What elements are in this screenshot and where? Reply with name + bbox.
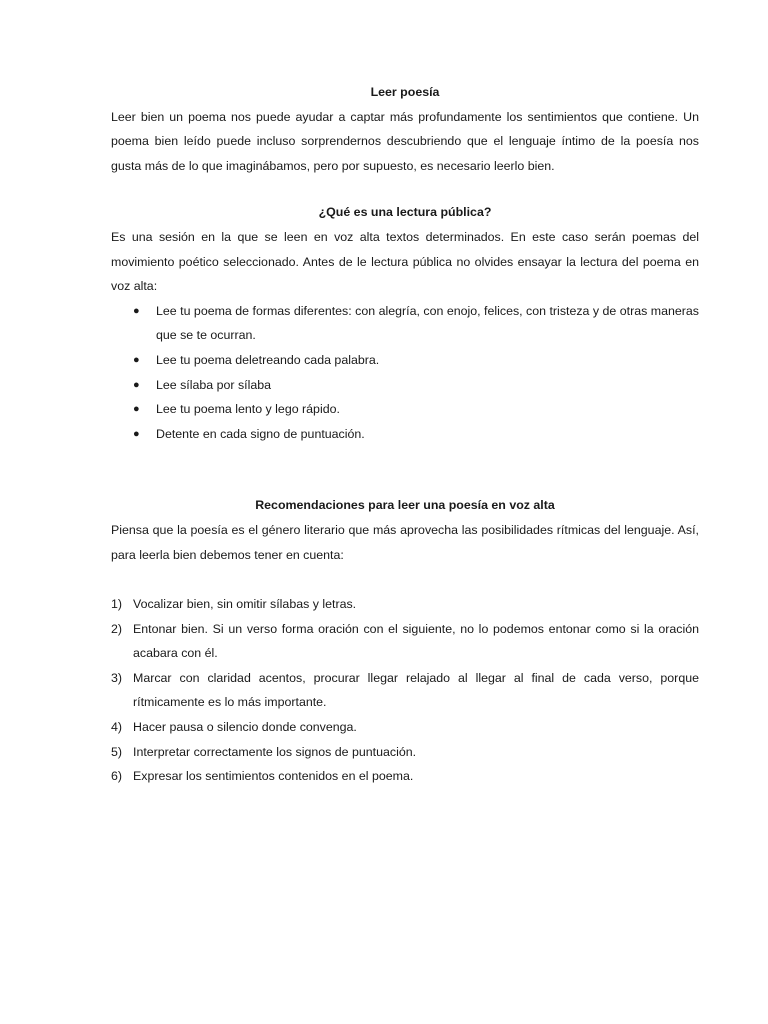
- intro-paragraph: Leer bien un poema nos puede ayudar a captar más profundamente los sentimientos que contiene. Un poema bien leído puede incluso sorprendernos descubriendo que el lenguaje íntimo de la poesía nos gusta más de lo que imaginábamos, pero por supuesto, es necesario leerlo bien.: [111, 109, 699, 173]
- spacer: [111, 446, 699, 493]
- list-item-text: Lee tu poema de formas diferentes: con alegría, con enojo, felices, con tristeza y de otras maneras que se te ocurran.: [156, 303, 699, 343]
- list-item: [111, 617, 699, 666]
- list-item-text: Vocalizar bien, sin omitir sílabas y letras.: [133, 597, 357, 612]
- list-item-number: 6): [111, 769, 123, 784]
- list-item-text: Lee tu poema deletreando cada palabra.: [156, 352, 380, 367]
- spacer: [111, 178, 699, 200]
- list-item-text: Interpretar correctamente los signos de puntuación.: [133, 744, 417, 759]
- bullet-icon: ●: [133, 353, 140, 366]
- list-item-text: Expresar los sentimientos contenidos en el poema.: [133, 769, 414, 784]
- bullet-icon: ●: [133, 304, 140, 317]
- bullet-icon: ●: [133, 378, 140, 391]
- recomendaciones-paragraph: Piensa que la poesía es el género literario que más aprovecha las posibilidades rítmicas del lenguaje. Así, para leerla bien debemos tener en cuenta:: [111, 522, 699, 562]
- list-item: [111, 422, 699, 447]
- section-title-lectura-publica: ¿Qué es una lectura pública?: [318, 205, 492, 220]
- list-item-number: 1): [111, 597, 123, 612]
- list-item: [111, 373, 699, 398]
- list-item: [111, 764, 699, 789]
- list-item-number: 3): [111, 670, 123, 685]
- document-page: [111, 80, 699, 789]
- list-item: [111, 348, 699, 373]
- list-item-text: Marcar con claridad acentos, procurar llegar relajado al llegar al final de cada verso, porque rítmicamente es lo más importante.: [133, 670, 699, 710]
- list-item: [111, 397, 699, 422]
- list-item-text: Lee tu poema lento y lego rápido.: [156, 402, 340, 417]
- list-item: [111, 666, 699, 715]
- list-item-text: Lee sílaba por sílaba: [156, 377, 272, 392]
- practice-bullet-list: [111, 299, 699, 447]
- list-item-text: Hacer pausa o silencio donde convenga.: [133, 720, 357, 735]
- list-item: [111, 592, 699, 617]
- bullet-icon: ●: [133, 427, 140, 440]
- recommendation-numbered-list: [111, 592, 699, 789]
- list-item-text: Entonar bien. Si un verso forma oración con el siguiente, no lo podemos entonar como si la oración acabara con él.: [133, 621, 699, 661]
- section-title-leer-poesia: Leer poesía: [370, 85, 440, 99]
- spacer: [111, 567, 699, 592]
- list-item-number: 5): [111, 744, 123, 759]
- bullet-icon: ●: [133, 403, 140, 416]
- list-item-number: 4): [111, 720, 123, 735]
- list-item-text: Detente en cada signo de puntuación.: [156, 426, 365, 441]
- list-item: [111, 715, 699, 740]
- section-title-recomendaciones: Recomendaciones para leer una poesía en voz alta: [255, 498, 555, 513]
- list-item: [111, 740, 699, 765]
- list-item: [111, 299, 699, 348]
- lectura-publica-paragraph: Es una sesión en la que se leen en voz alta textos determinados. En este caso serán poemas del movimiento poético seleccionado. Antes de le lectura pública no olvides ensayar la lectura del poema en voz alta:: [111, 229, 699, 294]
- list-item-number: 2): [111, 621, 123, 636]
